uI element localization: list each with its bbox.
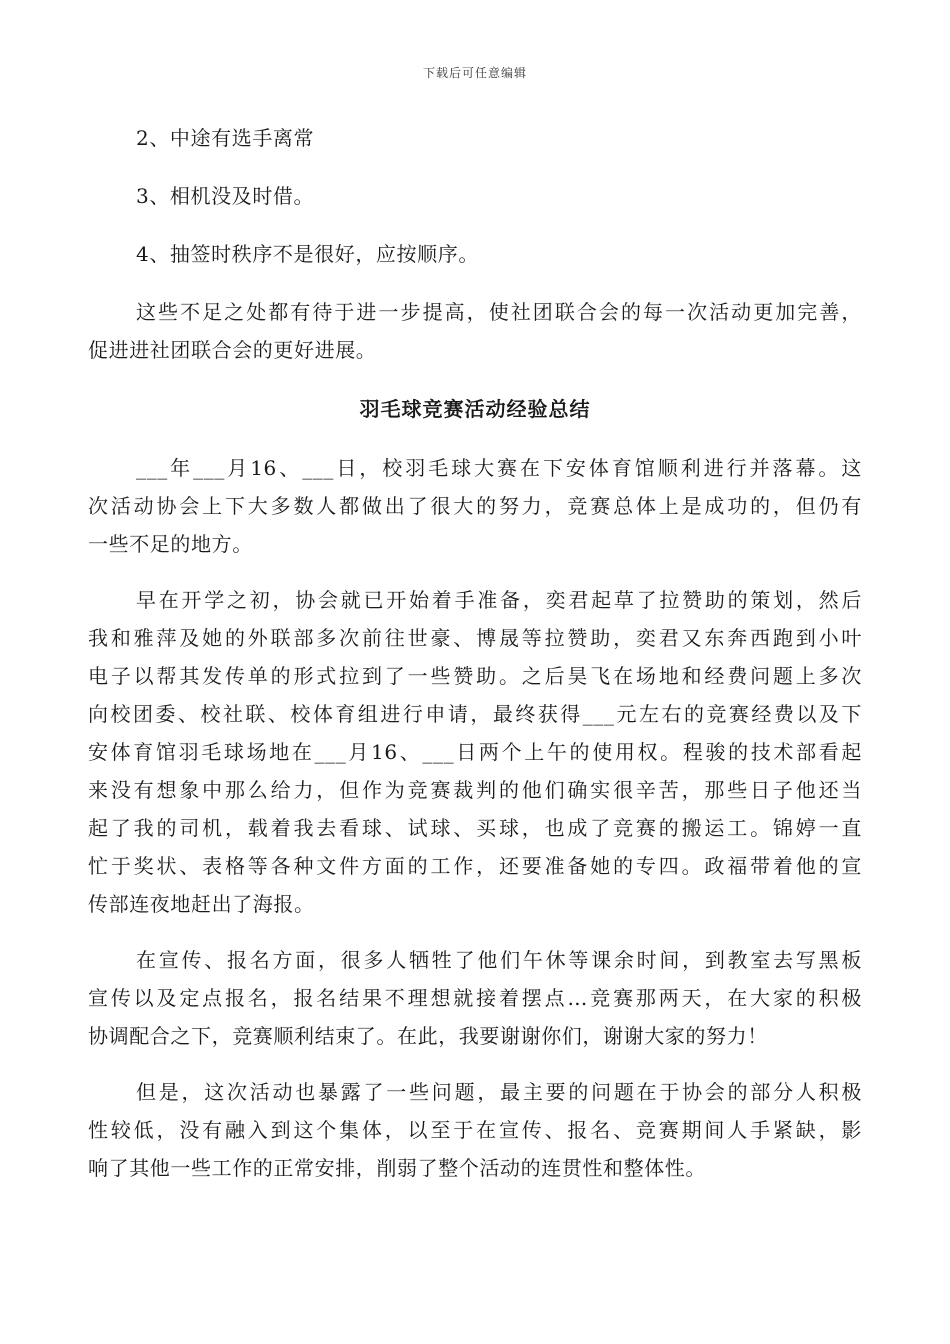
list-item: 4、抽签时秩序不是很好，应按顺序。 (136, 242, 479, 266)
paragraph-line: 起了我的司机，载着我去看球、试球、买球，也成了竞赛的搬运工。锦婷一直 (88, 816, 862, 840)
list-item: 2、中途有选手离常 (136, 126, 315, 150)
paragraph-line: 但是，这次活动也暴露了一些问题，最主要的问题在于协会的部分人积极 (136, 1080, 862, 1104)
paragraph-line: 性较低，没有融入到这个集体，以至于在宣传、报名、竞赛期间人手紧缺，影 (88, 1118, 862, 1142)
paragraph-line: 忙于奖状、表格等各种文件方面的工作，还要准备她的专四。政福带着他的宣 (88, 854, 862, 878)
paragraph-line: 来没有想象中那么给力，但作为竞赛裁判的他们确实很辛苦，那些日子他还当 (88, 778, 862, 802)
paragraph-line: 协调配合之下，竞赛顺利结束了。在此，我要谢谢你们，谢谢大家的努力！ (88, 1024, 768, 1048)
paragraph-line: 在宣传、报名方面，很多人牺牲了他们午休等课余时间，到教室去写黑板 (136, 948, 862, 972)
paragraph-line: 安体育馆羽毛球场地在___月16、___日两个上午的使用权。程骏的技术部看起 (88, 740, 862, 764)
paragraph-line: 早在开学之初，协会就已开始着手准备，奕君起草了拉赞助的策划，然后 (136, 588, 862, 612)
section-title: 羽毛球竞赛活动经验总结 (359, 397, 591, 421)
paragraph-line: 这些不足之处都有待于进一步提高，使社团联合会的每一次活动更加完善， (136, 300, 862, 324)
list-item: 3、相机没及时借。 (136, 184, 315, 208)
paragraph-line: 次活动协会上下大多数人都做出了很大的努力，竞赛总体上是成功的，但仍有 (88, 494, 862, 518)
paragraph-line: 传部连夜地赶出了海报。 (88, 892, 315, 916)
paragraph-line: 向校团委、校社联、校体育组进行申请，最终获得___元左右的竞赛经费以及下 (88, 702, 862, 726)
paragraph-line: ___年___月16、___日，校羽毛球大赛在下安体育馆顺利进行并落幕。这 (136, 456, 862, 480)
paragraph-line: 电子以帮其发传单的形式拉到了一些赞助。之后昊飞在场地和经费问题上多次 (88, 664, 862, 688)
paragraph-line: 响了其他一些工作的正常安排，削弱了整个活动的连贯性和整体性。 (88, 1156, 706, 1180)
paragraph-line: 促进进社团联合会的更好进展。 (88, 338, 377, 362)
paragraph-line: 我和雅萍及她的外联部多次前往世豪、博晟等拉赞助，奕君又东奔西跑到小叶 (88, 626, 862, 650)
paragraph-line: 宣传以及定点报名，报名结果不理想就接着摆点…竞赛那两天，在大家的积极 (88, 986, 862, 1010)
page-header: 下载后可任意编辑 (422, 66, 527, 80)
paragraph-line: 一些不足的地方。 (88, 532, 253, 556)
